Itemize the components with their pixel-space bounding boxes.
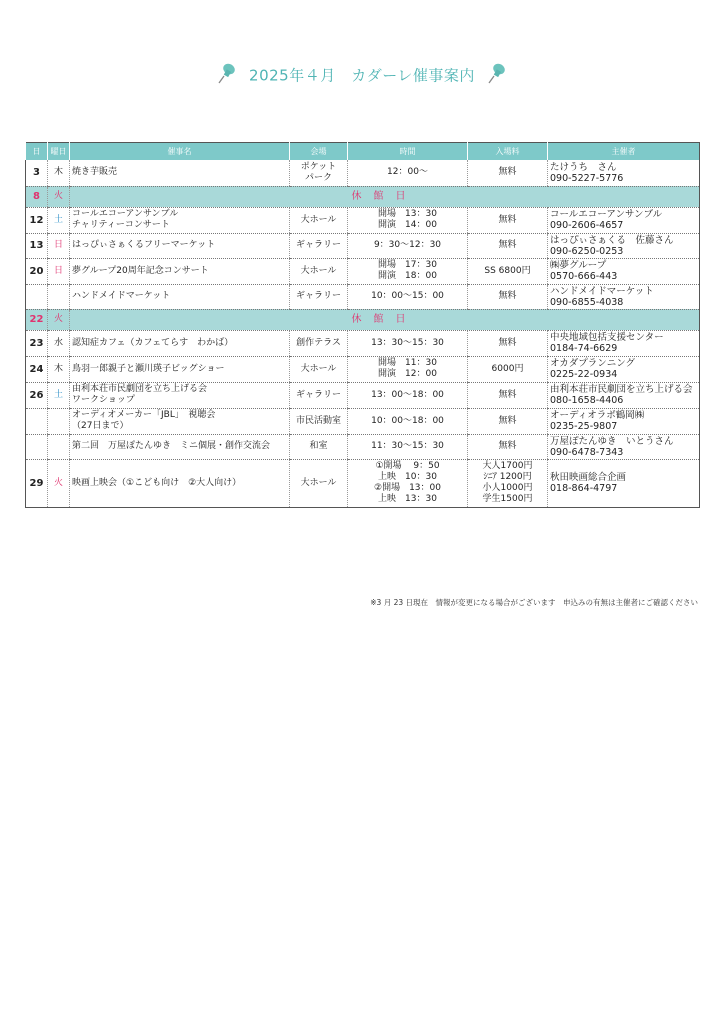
day-cell [26, 408, 48, 434]
event-name-cell: 第二回 万屋ぽたんゆき ミニ個展・創作交流会 [70, 434, 290, 459]
table-row [26, 330, 700, 356]
event-name-cell: 鳥羽一郎親子と瀬川瑛子ビッグショー [70, 356, 290, 382]
venue-cell: 和室 [290, 434, 348, 459]
time-cell: 13：00〜18：00 [348, 382, 468, 408]
closed-day-row [26, 186, 700, 207]
table-row [26, 207, 700, 233]
fee-cell: SS 6800円 [468, 258, 548, 284]
venue-cell: 市民活動室 [290, 408, 348, 434]
table-row [26, 434, 700, 459]
weekday-cell: 火 [48, 309, 70, 330]
time-cell: 開場 13：30 開演 14：00 [348, 207, 468, 233]
organizer-cell: 由利本荘市民劇団を立ち上げる会 080-1658-4406 [548, 382, 700, 408]
fee-cell: 無料 [468, 434, 548, 459]
weekday-cell [48, 284, 70, 309]
day-cell: 12 [26, 207, 48, 233]
event-table [25, 142, 700, 508]
event-name-cell: 映画上映会（①こども向け ②大人向け） [70, 459, 290, 507]
organizer-cell: コールエコーアンサンブル 090-2606-4657 [548, 207, 700, 233]
organizer-cell: ㈱夢グループ 0570-666-443 [548, 258, 700, 284]
day-cell: 29 [26, 459, 48, 507]
table-row [26, 284, 700, 309]
fee-cell: 無料 [468, 233, 548, 258]
venue-cell: 大ホール [290, 356, 348, 382]
venue-cell: ギャラリー [290, 284, 348, 309]
table-row [26, 382, 700, 408]
time-cell: 9：30〜12：30 [348, 233, 468, 258]
weekday-cell: 日 [48, 233, 70, 258]
event-name-cell: ハンドメイドマーケット [70, 284, 290, 309]
day-cell: 3 [26, 160, 48, 186]
closed-label: 休館日 [70, 186, 700, 207]
fee-cell: 無料 [468, 382, 548, 408]
organizer-cell: 万屋ぽたんゆき いとうさん 090-6478-7343 [548, 434, 700, 459]
day-cell: 24 [26, 356, 48, 382]
table-row [26, 160, 700, 186]
event-name-cell: コールエコーアンサンブル チャリティーコンサート [70, 207, 290, 233]
weekday-cell [48, 408, 70, 434]
fee-cell: 無料 [468, 207, 548, 233]
weekday-cell: 土 [48, 207, 70, 233]
table-row [26, 258, 700, 284]
day-cell: 26 [26, 382, 48, 408]
venue-cell: ギャラリー [290, 233, 348, 258]
closed-label: 休館日 [70, 309, 700, 330]
footnote: ※3 月 23 日現在 情報が変更になる場合がございます 申込みの有無は主催者にご確認ください [370, 598, 698, 607]
weekday-cell: 日 [48, 258, 70, 284]
day-cell [26, 284, 48, 309]
organizer-cell: オカダプランニング 0225-22-0934 [548, 356, 700, 382]
organizer-cell: オーディオラボ鶴岡㈱ 0235-25-9807 [548, 408, 700, 434]
fee-cell: 無料 [468, 408, 548, 434]
event-name-cell: オーディオメーカー「JBL」 視聴会 （27日まで） [70, 408, 290, 434]
time-cell: 10：00〜18：00 [348, 408, 468, 434]
header-organizer: 主催者 [548, 143, 700, 161]
event-name-cell: 由利本荘市民劇団を立ち上げる会 ワークショップ [70, 382, 290, 408]
fee-cell: 無料 [468, 160, 548, 186]
weekday-cell: 水 [48, 330, 70, 356]
weekday-cell: 木 [48, 160, 70, 186]
day-cell: 8 [26, 186, 48, 207]
time-cell: ①開場 9：50 上映 10：30 ②開場 13：00 上映 13：30 [348, 459, 468, 507]
table-header-row [26, 143, 700, 161]
venue-cell: 大ホール [290, 207, 348, 233]
day-cell: 20 [26, 258, 48, 284]
time-cell: 11：30〜15：30 [348, 434, 468, 459]
event-name-cell: 認知症カフェ（カフェてらす わかば） [70, 330, 290, 356]
fee-cell: 大人1700円 ｼﾆｱ 1200円 小人1000円 学生1500円 [468, 459, 548, 507]
weekday-cell: 火 [48, 186, 70, 207]
table-row [26, 356, 700, 382]
fee-cell: 無料 [468, 330, 548, 356]
time-cell: 13：30〜15：30 [348, 330, 468, 356]
day-cell: 23 [26, 330, 48, 356]
time-cell: 開場 17：30 開演 18：00 [348, 258, 468, 284]
event-name-cell: はっぴぃさぁくるフリーマーケット [70, 233, 290, 258]
table-row [26, 459, 700, 507]
header-event: 催事名 [70, 143, 290, 161]
time-cell: 開場 11：30 開演 12：00 [348, 356, 468, 382]
time-cell: 10：00〜15：00 [348, 284, 468, 309]
organizer-cell: たけうち さん 090-5227-5776 [548, 160, 700, 186]
organizer-cell: ハンドメイドマーケット 090-6855-4038 [548, 284, 700, 309]
weekday-cell: 火 [48, 459, 70, 507]
pushpin-icon [486, 62, 508, 88]
venue-cell: 大ホール [290, 459, 348, 507]
header-day: 日 [26, 143, 48, 161]
venue-cell: ギャラリー [290, 382, 348, 408]
page-title: 2025年４月 カダーレ催事案内 [249, 66, 475, 85]
weekday-cell: 土 [48, 382, 70, 408]
header-fee: 入場料 [468, 143, 548, 161]
header-weekday: 曜日 [48, 143, 70, 161]
weekday-cell [48, 434, 70, 459]
header-time: 時間 [348, 143, 468, 161]
weekday-cell: 木 [48, 356, 70, 382]
organizer-cell: はっぴぃさぁくる 佐藤さん 090-6250-0253 [548, 233, 700, 258]
table-row [26, 408, 700, 434]
organizer-cell: 秋田映画総合企画 018-864-4797 [548, 459, 700, 507]
event-name-cell: 焼き芋販売 [70, 160, 290, 186]
venue-cell: 創作テラス [290, 330, 348, 356]
day-cell [26, 434, 48, 459]
header-venue: 会場 [290, 143, 348, 161]
closed-day-row [26, 309, 700, 330]
fee-cell: 6000円 [468, 356, 548, 382]
day-cell: 13 [26, 233, 48, 258]
event-name-cell: 夢グループ20周年記念コンサート [70, 258, 290, 284]
table-row [26, 233, 700, 258]
organizer-cell: 中央地域包括支援センター 0184-74-6629 [548, 330, 700, 356]
time-cell: 12：00〜 [348, 160, 468, 186]
page-title-area [0, 62, 724, 88]
venue-cell: 大ホール [290, 258, 348, 284]
venue-cell: ポケット パーク [290, 160, 348, 186]
day-cell: 22 [26, 309, 48, 330]
pushpin-icon [216, 62, 238, 88]
fee-cell: 無料 [468, 284, 548, 309]
